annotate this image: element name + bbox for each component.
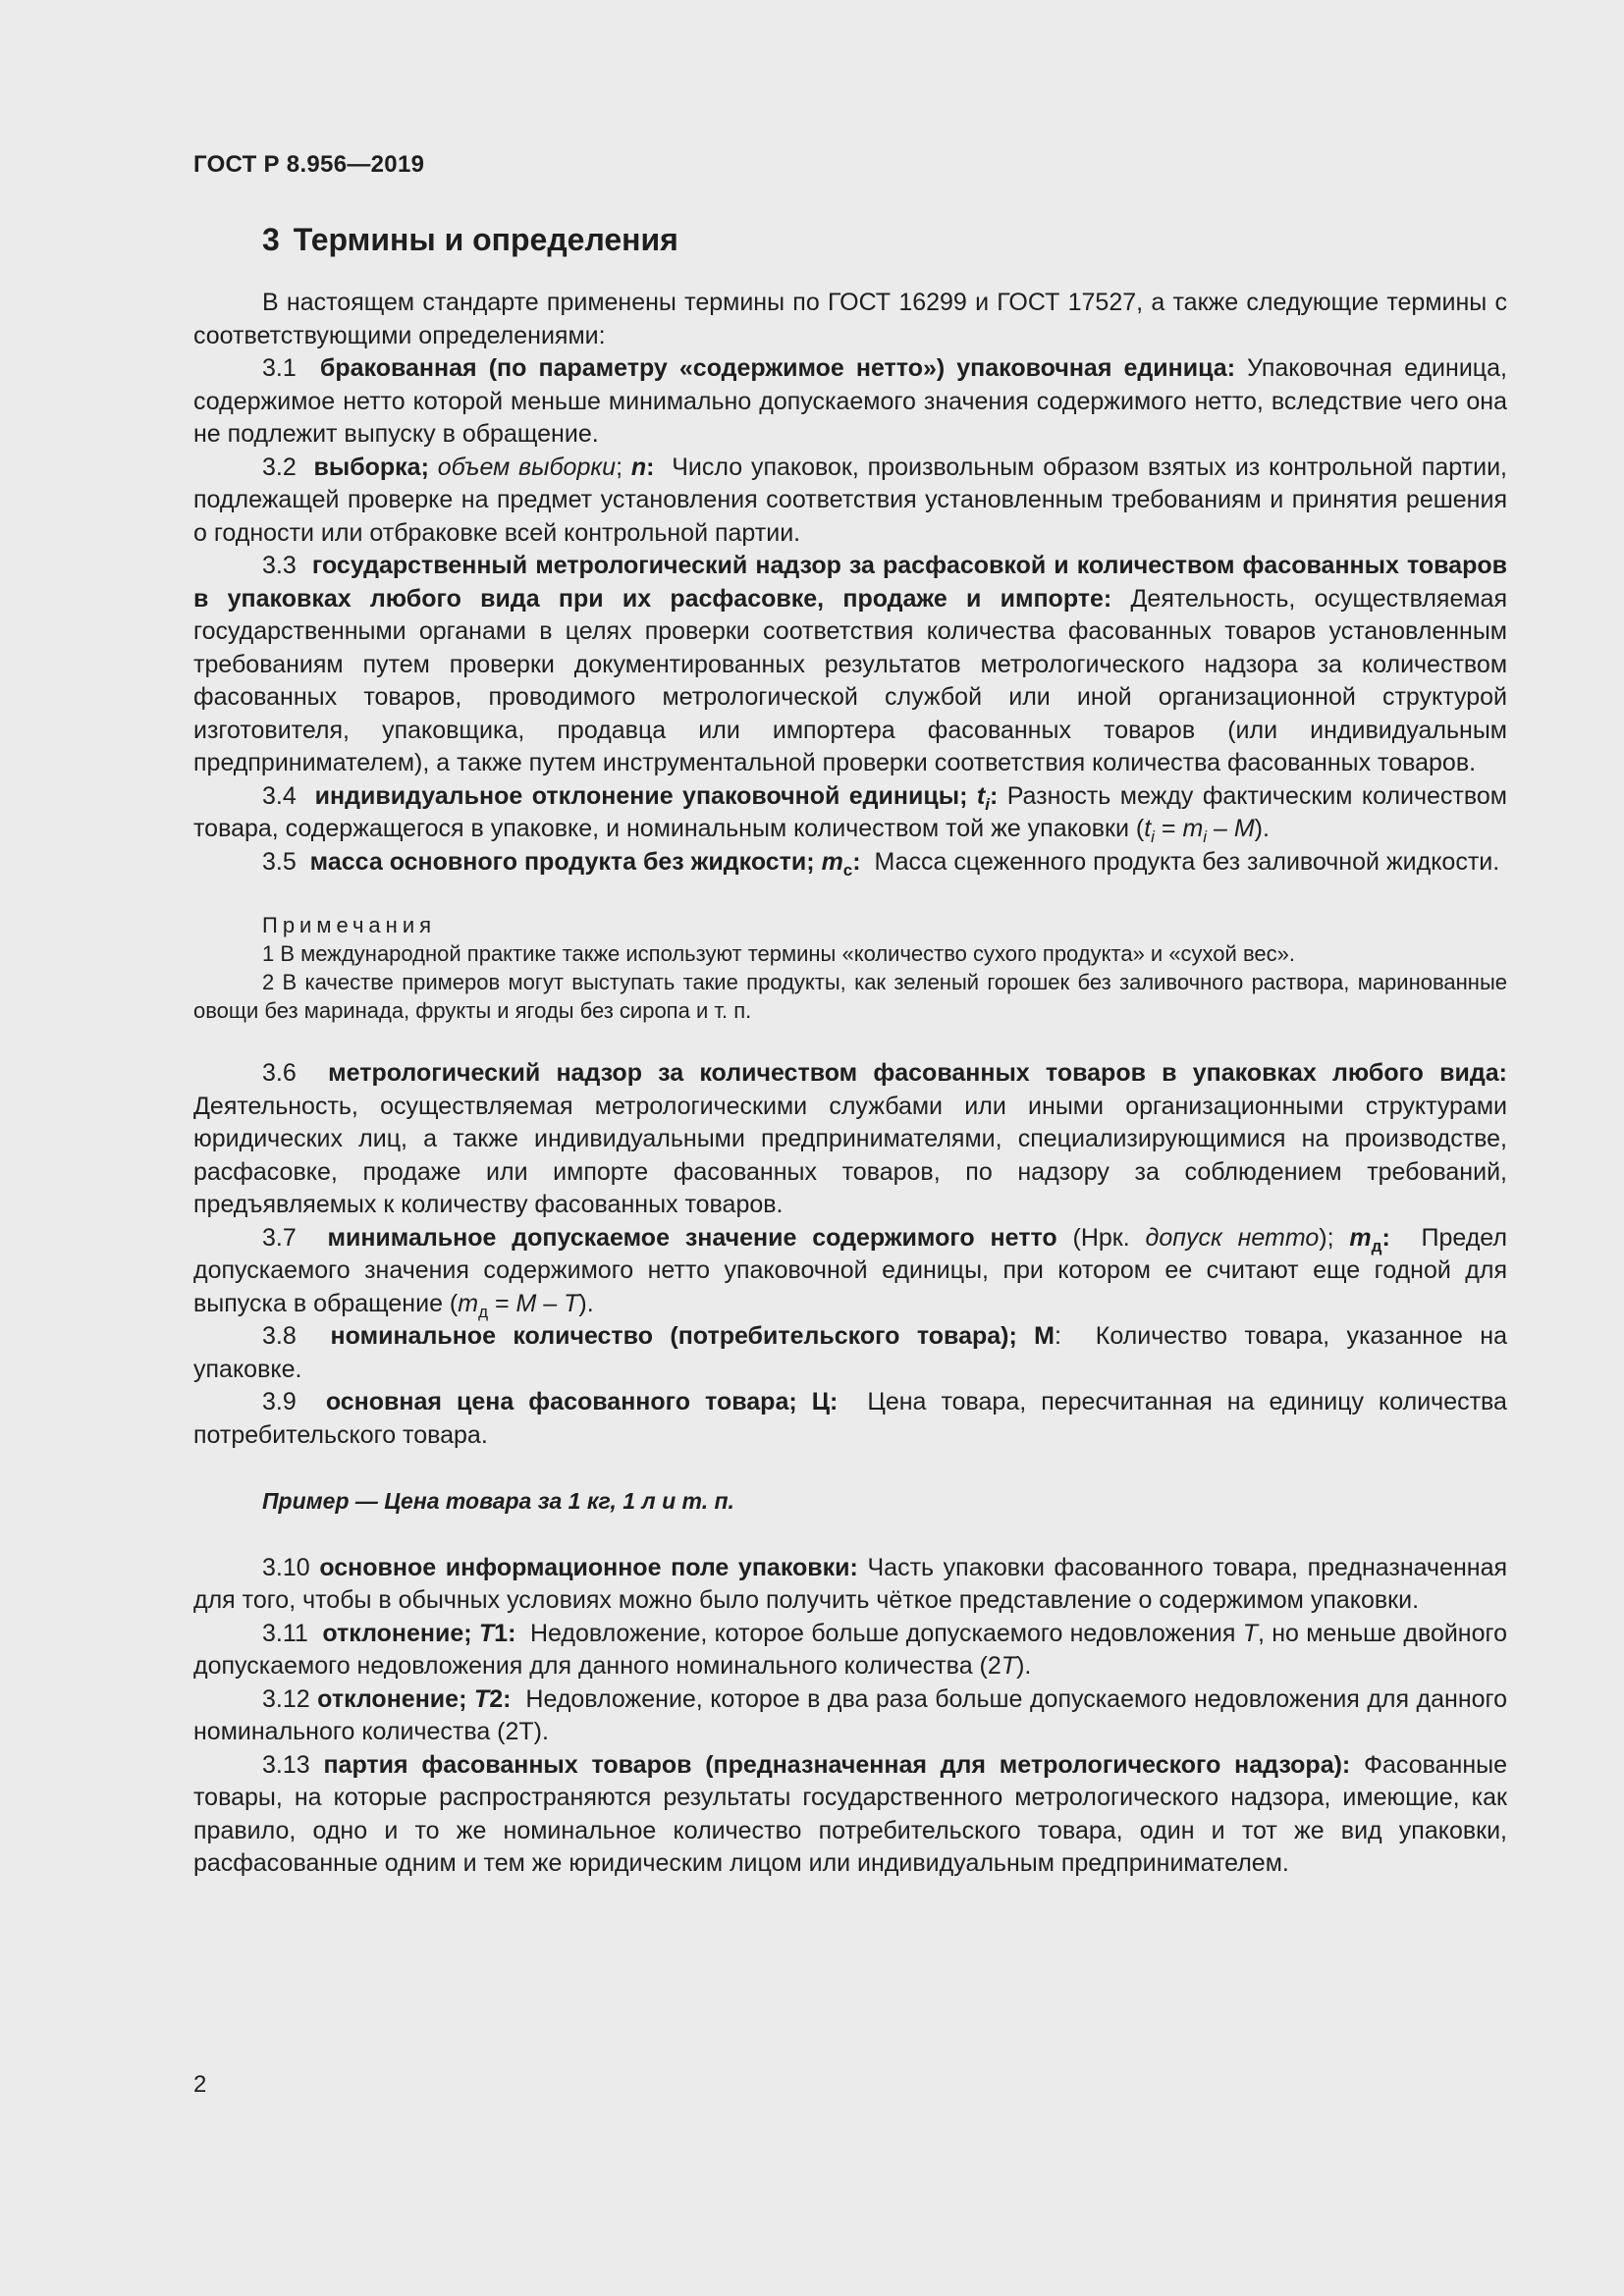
term-3-6-title: метрологический надзор за количеством фасованных товаров в упаковках любого вида: bbox=[328, 1059, 1507, 1087]
notes-title: Примечания bbox=[262, 913, 437, 937]
term-3-5: 3.5 масса основного продукта без жидкости; $m_c$: Масса сцеженного продукта без заливочной жидкости. bbox=[262, 847, 1500, 880]
term-3-3: 3.3 государственный метрологический надзор за расфасовкой и количеством фасованных товаров в упаковках любого вида при их расфасовке, продаже и импорте: Деятельность, осуществляемая государственными органами в целях проверки соответствия количества фасованных товаров установленным требованиям путем проверки документированных результатов метрологического надзора за количеством фасованных товаров, проводимого метрологической службой или иной организационной структурой изготовителя, упаковщика, продавца или импортера фасованных товаров (или индивидуальным предпринимателем), а также путем инструментальной проверки соответствия количества фасованных товаров. bbox=[193, 552, 1507, 776]
term-3-6: 3.6 метрологический надзор за количеством фасованных товаров в упаковках любого вида: Деятельность, осуществляемая метрологическими службами или иными организационными структурами юридических лиц, а также индивидуальными предпринимателями, специализирующимися на производстве, расфасовке, продаже или импорте фасованных товаров, по надзору за соблюдением требований, предъявляемых к количеству фасованных товаров. bbox=[193, 1059, 1507, 1218]
term-3-1-definition: Упаковочная единица, содержимое нетто которой меньше минимально допускаемого значения содержимого нетто, вследствие чего она не подлежит выпуску в обращение. bbox=[193, 354, 1507, 448]
term-3-7-title: минимальное допускаемое значение содержимого нетто bbox=[327, 1223, 1057, 1252]
term-3-1-title: бракованная (по параметру «содержимое нетто») упаковочная единица: bbox=[319, 354, 1236, 382]
term-3-5-definition: Масса сцеженного продукта без заливочной жидкости. bbox=[874, 847, 1500, 876]
term-3-4: 3.4 индивидуальное отклонение упаковочной единицы; $t_i$: Разность между фактическим количеством товара, содержащегося в упаковке, и номинальным количеством той же упаковки $(t_i = m_i - M)$. bbox=[193, 781, 1507, 846]
term-3-13-definition: Фасованные товары, на которые распространяются результаты государственного метрологического надзора, имеющие, как правило, одно и то же номинальное количество потребительского товара, один и тот же вид упаковки, расфасованные одним и тем же юридическим лицом или индивидуальным предпринимателем. bbox=[193, 1750, 1507, 1877]
term-3-11-title: отклонение; bbox=[322, 1619, 472, 1647]
term-3-6-definition: Деятельность, осуществляемая метрологическими службами или иными организационными структурами юридических лиц, а также индивидуальными предпринимателями, специализирующимися на производстве, расфасовке, продаже или импорте фасованных товаров, по надзору за соблюдением требований, предъявляемых к количеству фасованных товаров. bbox=[193, 1092, 1507, 1218]
term-3-5-symbol: m bbox=[821, 847, 843, 876]
term-3-9-title: основная цена фасованного товара; Ц: bbox=[325, 1388, 839, 1415]
term-3-7-definition: Предел допускаемого значения содержимого нетто упаковочной единицы, при котором ее считают еще годной для выпуска в обращение bbox=[193, 1223, 1507, 1317]
term-3-12-definition: Недовложение, которое в два раза больше допускаемого недовложения для данного номинального количества (2T). bbox=[193, 1684, 1507, 1745]
term-3-7-symbol: m bbox=[1349, 1223, 1372, 1252]
term-3-11-symbol: Т bbox=[478, 1619, 495, 1647]
term-3-3-definition: Деятельность, осуществляемая государственными органами в целях проверки соответствия количества фасованных товаров установленным требованиям путем проверки документированных результатов метрологического надзора за количеством фасованных товаров, проводимого метрологической службой или иной организационной структурой изготовителя, упаковщика, продавца или импортера фасованных товаров (или индивидуальным предпринимателем), а также путем инструментальной проверки соответствия количества фасованных товаров. bbox=[193, 584, 1507, 776]
term-3-13: 3.13 партия фасованных товаров (предназначенная для метрологического надзора): Фасованные товары, на которые распространяются результаты государственного метрологического надзора, имеющие, как правило, одно и то же номинальное количество потребительского товара, один и тот же вид упаковки, расфасованные одним и тем же юридическим лицом или индивидуальным предпринимателем. bbox=[193, 1750, 1507, 1877]
page-number: 2 bbox=[193, 2071, 207, 2098]
term-3-9: 3.9 основная цена фасованного товара; Ц: Цена товара, пересчитанная на единицу количества потребительского товара. bbox=[193, 1388, 1507, 1449]
term-3-4-title: индивидуальное отклонение упаковочной единицы; bbox=[314, 781, 968, 810]
section-title: Термины и определения bbox=[293, 222, 678, 257]
term-3-8-definition: Количество товара, указанное на упаковке. bbox=[193, 1322, 1507, 1383]
term-3-12-symbol: Т bbox=[473, 1684, 490, 1713]
term-3-8-title: номинальное количество (потребительского товара); М bbox=[330, 1322, 1056, 1350]
term-3-3-title: государственный метрологический надзор за расфасовкой и количеством фасованных товаров в упаковках любого вида при их расфасовке, продаже и импорте: bbox=[193, 552, 1507, 613]
example-block bbox=[193, 1485, 1507, 1519]
term-3-7: 3.7 минимальное допускаемое значение содержимого нетто (Нрк. допуск нетто); $m_д$: Предел допускаемого значения содержимого нетто упаковочной единицы, при котором ее считают еще годной для выпуска в обращение $(m_д = M - T)$. bbox=[193, 1223, 1507, 1321]
term-3-2-symbol: n bbox=[630, 453, 647, 481]
term-3-11-definition: Недовложение, которое больше допускаемого недовложения T, но меньше двойного допускаемого недовложения для данного номинального количества (2T). bbox=[193, 1619, 1507, 1680]
notes-block bbox=[193, 911, 1507, 1025]
term-3-7-deprecated: допуск нетто bbox=[1145, 1223, 1320, 1252]
term-3-9-definition: Цена товара, пересчитанная на единицу количества потребительского товара. bbox=[193, 1388, 1507, 1449]
term-3-8: 3.8 номинальное количество (потребительского товара); М: Количество товара, указанное на упаковке. bbox=[193, 1322, 1507, 1383]
section-number: 3 bbox=[262, 222, 280, 257]
term-3-7-formula: $(m_д = M - T)$. bbox=[449, 1289, 594, 1321]
term-3-13-title: партия фасованных товаров (предназначенная для метрологического надзора): bbox=[323, 1750, 1351, 1779]
term-3-10-title: основное информационное поле упаковки: bbox=[319, 1553, 858, 1581]
term-3-4-symbol: t bbox=[976, 781, 986, 810]
section-heading bbox=[262, 220, 1507, 259]
term-3-2: 3.2 выборка; объем выборки; n: Число упаковок, произвольным образом взятых из контрольной партии, подлежащей проверке на предмет установления соответствия установленным требованиям и принятия решения о годности или отбраковке всей контрольной партии. bbox=[193, 453, 1507, 547]
term-3-12: 3.12 отклонение; Т2: Недовложение, которое в два раза больше допускаемого недовложения для данного номинального количества (2T). bbox=[193, 1684, 1507, 1745]
term-3-2-title: выборка; bbox=[313, 453, 429, 481]
term-3-2-synonym: объем выборки bbox=[437, 453, 617, 481]
term-3-4-formula: $(t_i = m_i - M)$. bbox=[1135, 815, 1270, 846]
term-3-5-title: масса основного продукта без жидкости; bbox=[309, 847, 815, 876]
term-3-4-definition: Разность между фактическим количеством товара, содержащегося в упаковке, и номинальным количеством той же упаковки bbox=[193, 781, 1507, 842]
term-3-11: 3.11 отклонение; Т1: Недовложение, которое больше допускаемого недовложения T, но меньше двойного допускаемого недовложения для данного номинального количества (2T). bbox=[193, 1619, 1507, 1680]
term-3-10-definition: Часть упаковки фасованного товара, предназначенная для того, чтобы в обычных условиях можно было получить чёткое представление о содержимом упаковки. bbox=[193, 1553, 1508, 1614]
example-text: Пример — Цена товара за 1 кг, 1 л и т. п. bbox=[262, 1488, 734, 1514]
intro-paragraph: В настоящем стандарте применены термины по ГОСТ 16299 и ГОСТ 17527, а также следующие термины с соответствующими определениями: bbox=[193, 289, 1507, 349]
term-3-1: 3.1 бракованная (по параметру «содержимое нетто») упаковочная единица: Упаковочная единица, содержимое нетто которой меньше минимально допускаемого значения содержимого нетто, вследствие чего она не подлежит выпуску в обращение. bbox=[193, 354, 1507, 448]
note-2: 2 В качестве примеров могут выступать такие продукты, как зеленый горошек без заливочного раствора, маринованные овощи без маринада, фрукты и ягоды без сиропа и т. п. bbox=[193, 970, 1507, 1023]
term-3-10: 3.10 основное информационное поле упаковки: Часть упаковки фасованного товара, предназначенная для того, чтобы в обычных условиях можно было получить чёткое представление о содержимом упаковки. bbox=[193, 1553, 1508, 1614]
page-content bbox=[193, 220, 1507, 1881]
term-3-12-title: отклонение; bbox=[317, 1684, 467, 1713]
document-header: ГОСТ Р 8.956—2019 bbox=[193, 151, 425, 178]
note-1: 1 В международной практике также используют термины «количество сухого продукта» и «сухой вес». bbox=[262, 941, 1295, 966]
term-3-2-definition: Число упаковок, произвольным образом взятых из контрольной партии, подлежащей проверке на предмет установления соответствия установленным требованиям и принятия решения о годности или отбраковке всей контрольной партии. bbox=[193, 453, 1507, 547]
